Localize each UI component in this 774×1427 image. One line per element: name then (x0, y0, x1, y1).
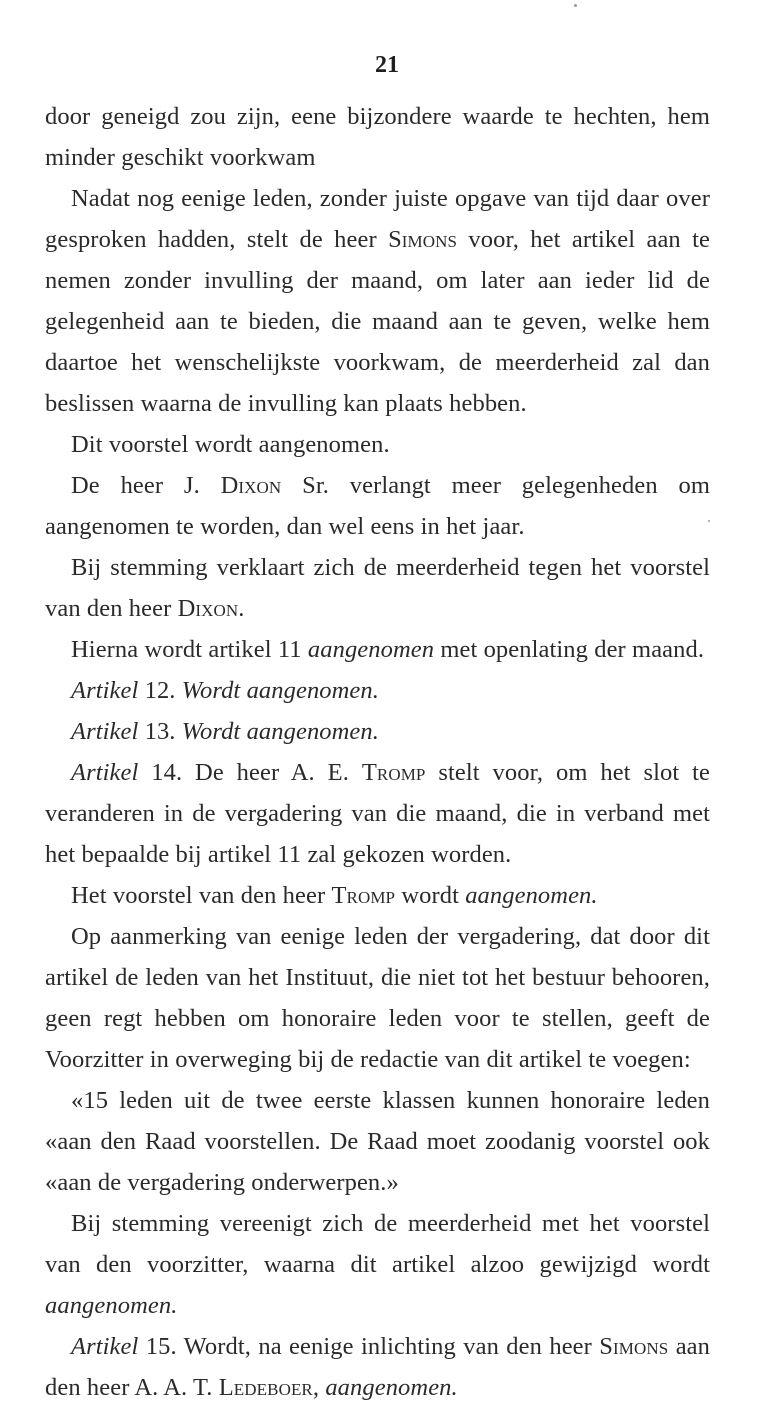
name-small-caps: Simons (388, 226, 458, 253)
text-run: voor, het artikel aan te nemen zonder invulling der maand, om later aan ieder lid de gelegenheid aan te bieden, die maand aan te geven, welke hem daartoe het wenschelijkste voorkwam, de meerderheid zal dan beslissen waarna de invulling kan plaats hebben. (45, 226, 710, 417)
text-run: 13. (138, 718, 182, 745)
paragraph (45, 711, 710, 752)
text-run: Bij stemming vereenigt zich de meerderheid met het voorstel van den voorzitter, waarna dit artikel alzoo gewijzigd wordt (45, 1210, 710, 1278)
name-small-caps: Tromp (361, 759, 426, 786)
paragraph (45, 424, 710, 465)
print-speck (574, 4, 577, 7)
text-run: Hierna wordt artikel 11 (71, 636, 308, 663)
paragraph (45, 1080, 710, 1203)
text-run: door geneigd zou zijn, eene bijzondere waarde te hechten, hem minder geschikt voorkwam (45, 103, 710, 171)
print-speck (708, 520, 710, 522)
text-run: stelt voor, om het slot te veranderen in de vergadering van die maand, die in verband met het bepaalde bij artikel 11 zal gekozen worden. (45, 759, 710, 868)
paragraph (45, 96, 710, 178)
name-small-caps: Tromp (331, 882, 396, 909)
text-run: . (238, 595, 245, 622)
italic-text: Artikel (71, 1333, 139, 1360)
name-small-caps: Dixon (177, 595, 239, 622)
paragraph (45, 178, 710, 424)
page-number: 21 (375, 52, 399, 78)
paragraph (45, 1326, 710, 1408)
italic-text: aangenomen. (465, 882, 598, 909)
text-run: Op aanmerking van eenige leden der vergadering, dat door dit artikel de leden van het Instituut, die niet tot het bestuur behooren, geen regt hebben om honoraire leden voor te stellen, geeft de Voorzitter in overweging bij de redactie van dit artikel te voegen: (45, 923, 710, 1073)
paragraph (45, 670, 710, 711)
paragraph (45, 916, 710, 1080)
text-run: aan den heer A. A. T. (45, 1333, 710, 1401)
name-small-caps: Simons (599, 1333, 669, 1360)
text-run: «15 leden uit de twee eerste klassen kunnen honoraire leden «aan den Raad voorstellen. De Raad moet zoodanig voorstel ook «aan de vergadering onderwerpen.» (45, 1087, 710, 1196)
italic-text: Artikel (71, 759, 139, 786)
text-run: 12. (138, 677, 182, 704)
body-text (45, 96, 710, 1408)
italic-text: Artikel (71, 718, 139, 745)
paragraph (45, 547, 710, 629)
text-run: , (312, 1374, 326, 1401)
italic-text: aangenomen (307, 636, 435, 663)
text-run: Het voorstel van den heer (71, 882, 332, 909)
text-run: met openlating der maand. (434, 636, 705, 663)
text-run: De heer J. (71, 472, 221, 499)
name-small-caps: Ledeboer (218, 1374, 313, 1401)
paragraph (45, 752, 710, 875)
italic-text: aangenomen. (325, 1374, 458, 1401)
text-run: Sr. verlangt meer gelegenheden om aangenomen te worden, dan wel eens in het jaar. (45, 472, 710, 540)
italic-text: aangenomen. (45, 1292, 178, 1319)
text-run: 15. Wordt, na eenige inlichting van den heer (138, 1333, 600, 1360)
text-run: Bij stemming verklaart zich de meerderheid tegen het voorstel van den heer (45, 554, 710, 622)
name-small-caps: Dixon (220, 472, 282, 499)
paragraph (45, 875, 710, 916)
paragraph (45, 465, 710, 547)
italic-text: Artikel (71, 677, 139, 704)
italic-text: Wordt aangenomen. (181, 677, 379, 704)
paragraph (45, 1203, 710, 1326)
paragraph (45, 629, 710, 670)
text-run: Dit voorstel wordt aangenomen. (71, 431, 390, 458)
text-run: Nadat nog eenige leden, zonder juiste opgave van tijd daar over gesproken hadden, stelt de heer (45, 185, 710, 253)
text-run: 14. De heer A. E. (138, 759, 362, 786)
italic-text: Wordt aangenomen. (181, 718, 379, 745)
text-run: wordt (395, 882, 466, 909)
